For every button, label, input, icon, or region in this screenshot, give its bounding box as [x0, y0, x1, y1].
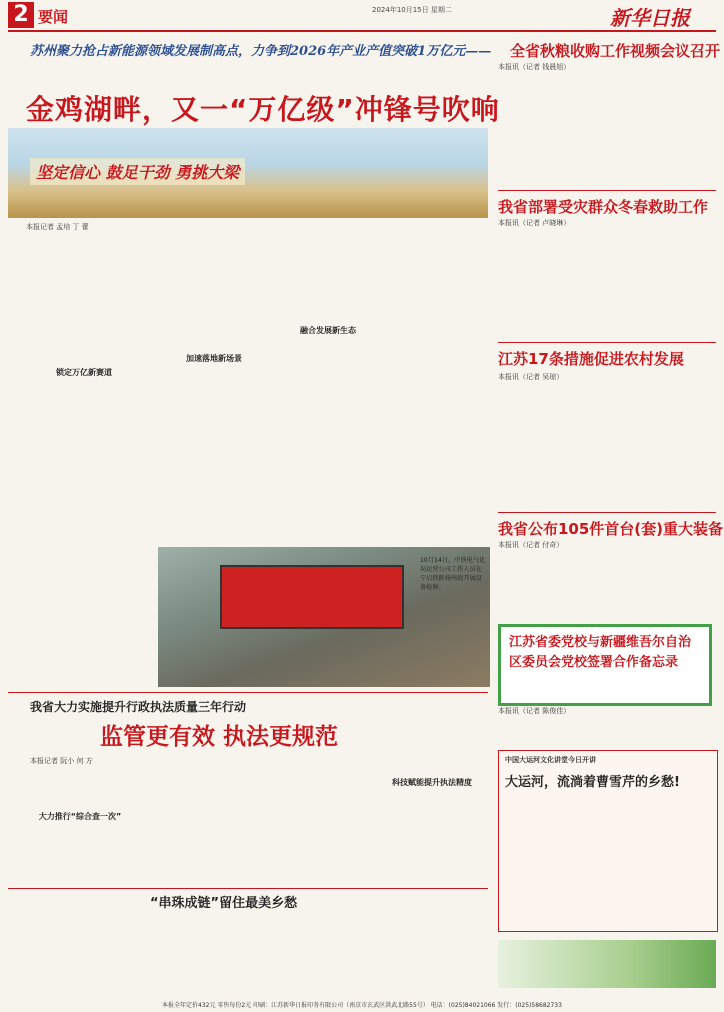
- footer-line: 本报全年定价432元 零售每份2元 印刷：江苏新华日报印务有限公司（南京市玄武区洪武北路55号） 电话：(025)84021066 发行：(025)58682733: [162, 1002, 562, 1009]
- supervision-kicker[interactable]: 我省大力实施提升行政执法质量三年行动: [30, 700, 247, 714]
- flood-title[interactable]: 我省部署受灾群众冬春救助工作: [498, 198, 709, 216]
- agri-byline: 本报讯（记者 吴琼）: [498, 373, 564, 381]
- equipment-byline: 本报讯（记者 付奇）: [498, 541, 564, 549]
- equipment-body: [498, 550, 716, 620]
- masthead-rule: [8, 30, 716, 32]
- section-name: 要闻: [38, 8, 69, 26]
- lead-column-3: [276, 218, 380, 536]
- xinjiang-byline: 本报讯（记者 陈俊佳）: [498, 707, 571, 715]
- supervision-column-2: [150, 772, 258, 882]
- date-line: 2024年10月15日 星期二: [372, 6, 452, 14]
- page-number: 2: [8, 2, 34, 28]
- lead-column-1: [20, 236, 148, 536]
- xinjiang-title-box: [498, 624, 712, 706]
- flood-byline: 本报讯（记者 卢晓琳）: [498, 219, 571, 227]
- subhead-3: 融合发展新生态: [300, 326, 356, 335]
- bottom-story-title[interactable]: “串珠成链”留住最美乡愁: [150, 896, 298, 911]
- divider: [8, 692, 488, 693]
- supervision-subhead-2: 科技赋能提升执法精度: [392, 778, 472, 787]
- hero-slogan: 坚定信心 鼓足干劲 勇挑大梁: [30, 158, 245, 185]
- supervision-headline[interactable]: 监管更有效 执法更规范: [100, 724, 339, 750]
- commentary-column: 中国大运河文化讲堂今日开讲: [505, 756, 596, 764]
- divider: [498, 512, 716, 513]
- supervision-column-4: [378, 772, 486, 882]
- grain-byline: 本报讯（记者 钱晨旭）: [498, 63, 571, 71]
- commentary-box: [498, 750, 718, 932]
- divider: [8, 888, 488, 889]
- divider: [498, 190, 716, 191]
- subhead-1: 锁定万亿新赛道: [56, 368, 112, 377]
- grain-title[interactable]: 全省秋粮收购工作视频会议召开: [510, 42, 721, 60]
- train-figure: [220, 565, 404, 629]
- agri-body: [498, 382, 716, 510]
- agri-title[interactable]: 江苏17条措施促进农村发展: [498, 350, 684, 368]
- supervision-subhead-1: 大力推行“综合查一次”: [38, 812, 122, 821]
- flood-body: [498, 228, 716, 340]
- supervision-column-3: [266, 772, 370, 882]
- supervision-column-1: [20, 772, 140, 882]
- xinjiang-title[interactable]: 江苏省委党校与新疆维吾尔自治区委员会党校签署合作备忘录: [509, 635, 692, 670]
- supervision-byline: 本报记者 阮小 何 方: [30, 757, 93, 765]
- commentary-title[interactable]: 大运河，流淌着曹雪芹的乡愁!: [505, 775, 680, 790]
- photo-caption: 10月14日，中铁电气化局运营公司工作人员在宁启铁路扬州段开展设备检修。: [420, 557, 486, 591]
- lead-kicker[interactable]: 苏州聚力抢占新能源领域发展制高点，力争到2026年产业产值突破1万亿元——: [30, 44, 492, 59]
- lead-byline: 本报记者 孟培 丁 蕾: [26, 223, 89, 231]
- subhead-2: 加速落地新场景: [186, 354, 242, 363]
- xinjiang-body: [498, 716, 716, 746]
- bottom-story-body: [20, 912, 480, 996]
- equipment-title[interactable]: 我省公布105件首台(套)重大装备: [498, 520, 724, 538]
- lead-headline[interactable]: 金鸡湖畔，又一“万亿级”冲锋号吹响: [26, 93, 500, 126]
- lead-column-2: [160, 218, 268, 536]
- divider: [498, 342, 716, 343]
- grain-body: [498, 72, 716, 188]
- advertisement-banner: [498, 940, 716, 988]
- paper-logo: 新华日报: [610, 6, 690, 30]
